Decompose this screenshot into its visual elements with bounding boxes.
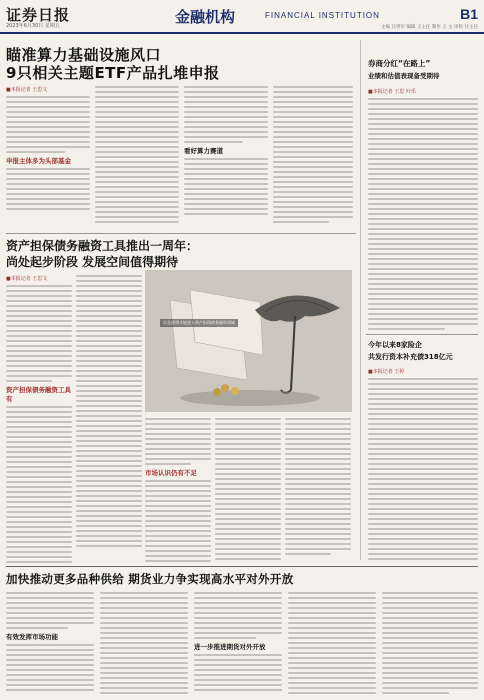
article2-subhead-1: 资产担保债务融资工具有 — [6, 386, 71, 403]
article2-column-4 — [215, 418, 281, 566]
article1-headline-line1: 瞄准算力基础设施风口 — [6, 46, 162, 64]
sidebar-item2-title: 今年以来8家险企 — [368, 341, 422, 349]
article2-subhead-2: 市场认识仍有不足 — [145, 469, 197, 477]
sidebar-item2-subtitle: 共发行资本补充债318亿元 — [368, 353, 453, 361]
article2-headline — [6, 238, 351, 270]
masthead — [0, 0, 484, 34]
newspaper-name: 证券日报 — [6, 6, 71, 24]
article2-column-3 — [145, 418, 211, 566]
sidebar-item1-title: 券商分红“在路上” — [368, 59, 431, 68]
article2-headline-line2: 尚处起步阶段 发展空间值得期待 — [6, 255, 179, 269]
sidebar-item1-subtitle: 业绩和估值表现备受期待 — [368, 72, 440, 80]
sidebar-item1-byline: ■本报记者 王思 叶乐 — [368, 89, 416, 95]
section-title-cn: 金融机构 — [175, 8, 236, 26]
bottom-divider — [6, 566, 478, 567]
article2-photo — [145, 270, 352, 412]
article1-column-4 — [273, 86, 353, 228]
article2-column-2 — [76, 275, 142, 565]
article3-column-1 — [6, 592, 94, 696]
article3-column-5 — [382, 592, 478, 696]
editor-credits: 主编 汪世军 编辑 王主任 制作 王 主 审校 汪主任 — [381, 25, 478, 30]
sidebar-divider-h — [366, 334, 478, 335]
article3-column-2 — [100, 592, 188, 696]
sidebar-divider — [360, 40, 361, 560]
article3-column-4 — [288, 592, 376, 696]
sidebar-item2-head — [368, 340, 478, 362]
article3-headline: 加快推动更多品种供给 期货业力争实现高水平对外开放 — [6, 572, 294, 586]
article1-subhead-2: 看好算力赛道 — [184, 147, 223, 155]
article1-column-2 — [95, 86, 179, 228]
article3-subhead-1: 有效发挥市场功能 — [6, 633, 58, 641]
umbrella-illustration — [145, 270, 352, 412]
article1-byline: ■本报记者 王思文 — [6, 87, 48, 93]
sidebar-item2-body — [368, 368, 478, 563]
sidebar-item2-byline: ■本报记者 王婷 — [368, 369, 405, 375]
issue-date: 2023年6月30日 星期五 — [6, 23, 60, 29]
article-divider — [6, 233, 356, 234]
article2-headline-line1: 资产担保债务融资工具推出一周年： — [6, 239, 199, 253]
article1-headline-line2: 9只相关主题ETF产品扎堆申报 — [6, 64, 220, 82]
article1-column-1 — [6, 86, 90, 228]
article1-column-3 — [184, 86, 268, 228]
sidebar-item1-body — [368, 88, 478, 333]
page-number: B1 — [460, 6, 478, 22]
article3-subhead-2: 进一步推进期货对外开放 — [194, 643, 266, 651]
article1-headline — [6, 46, 351, 82]
article2-column-1 — [6, 275, 72, 565]
section-title — [175, 6, 380, 28]
article2-byline: ■本报记者 王思文 — [6, 276, 48, 282]
article2-column-5 — [285, 418, 351, 566]
article1-subhead-1: 申报主体多为头部基金 — [6, 157, 71, 165]
photo-caption: 信息透明才能进入资产担保债务融资领域 — [160, 319, 238, 327]
sidebar-item1-head — [368, 58, 478, 80]
section-title-en: FINANCIAL INSTITUTION — [265, 11, 380, 20]
article3-column-3 — [194, 592, 282, 696]
